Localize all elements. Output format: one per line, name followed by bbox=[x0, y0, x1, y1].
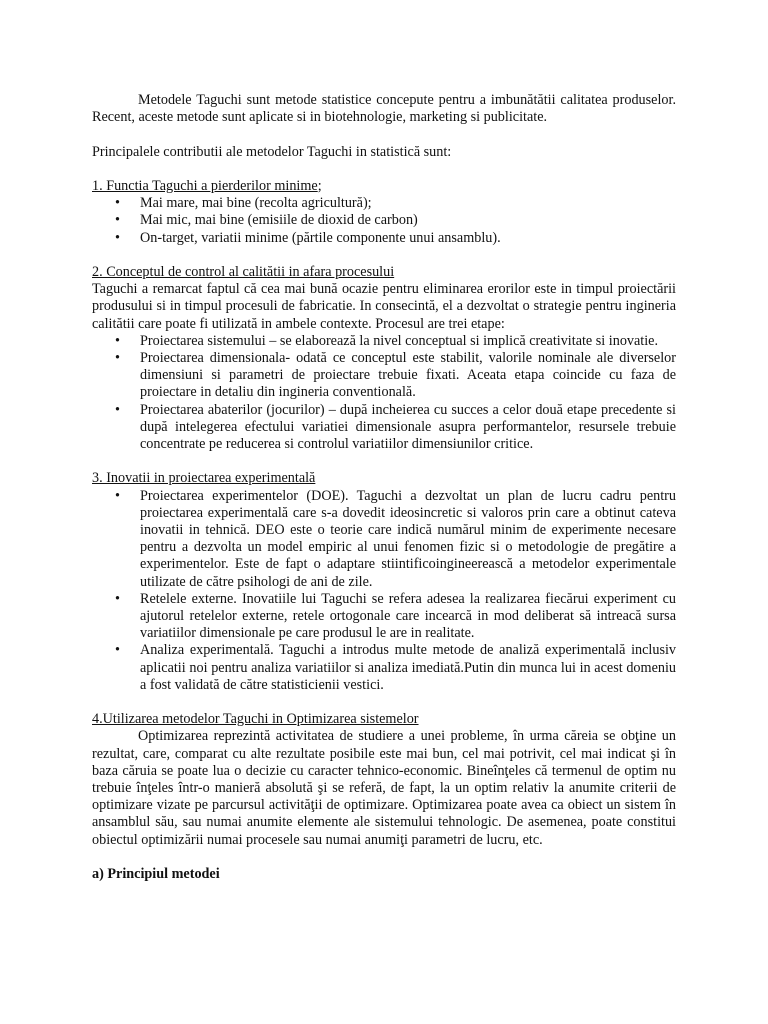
section-4-paragraph: Optimizarea reprezintă activitatea de studiere a unei probleme, în urma căreia se obţine un rezultat, care, comparat cu alte rezultate posibile este mai bun, cel mai potrivit, cel mai indicat şi în baza căruia se poate lua o decizie cu caracter tehnico-economic. Bineînţeles că termenul de optim nu trebuie înţeles într-o manieră absolută şi se referă, de fapt, la un optim relativ la anumite criterii de optimizare vizate pe parcursul activităţii de optimizare. Optimizarea poate avea ca obiect un sistem în ansamblul său, sau numai anumite elemente ale sistemului tehnologic. De asemenea, poate constitui obiectul optimizării numai procesele sau numai anumiţi parametri de lucru, etc. bbox=[92, 728, 676, 848]
section-2-heading bbox=[92, 264, 676, 281]
section-3-list bbox=[92, 488, 676, 694]
section-4-heading-text: 4.Utilizarea metodelor Taguchi in Optimizarea sistemelor bbox=[92, 711, 419, 728]
list-item: • Proiectarea sistemului – se elaborează la nivel conceptual si implică creativitate si inovatie. bbox=[115, 332, 659, 349]
contributions-intro: Principalele contributii ale metodelor Taguchi in statistică sunt: bbox=[92, 143, 452, 160]
section-1-heading-tail: ; bbox=[317, 177, 322, 194]
section-3-heading bbox=[92, 470, 676, 487]
bullet-icon: • bbox=[115, 487, 120, 504]
list-item: • Proiectarea experimentelor (DOE). Taguchi a dezvoltat un plan de lucru cadru pentru proiectarea experimentală care s-a dovedit ideosincretic si valoros prin care a obtinut cateva inovatii in tehnică. DEO este o teorie care indică numărul minim de experimente necesare pentru a dezvolta un model empiric al unui fenomen fizic si o metodologie de pregătire a experimentelor. Este de fapt o adaptare stiintificoingineerească a metodelor experimentale utilizate de către psihologi de ani de zile. bbox=[115, 487, 676, 590]
bullet-icon: • bbox=[115, 195, 120, 212]
section-1-heading-text: 1. Functia Taguchi a pierderilor minime bbox=[92, 177, 318, 194]
list-item: • On-target, variatii minime (părtile componente unui ansamblu). bbox=[115, 229, 501, 246]
list-item: • Proiectarea abaterilor (jocurilor) – după incheierea cu succes a celor două etape precedente si după intelegerea efectului variatiei dimensionale asupra performantelor, resursele trebuie concentrate pe reducerea si controlul variatiilor dimensiunilor critice. bbox=[115, 401, 676, 453]
bullet-icon: • bbox=[115, 212, 120, 229]
list-item: • Mai mare, mai bine (recolta agricultură); bbox=[115, 195, 372, 212]
bullet-icon: • bbox=[115, 401, 120, 418]
section-2-heading-text: 2. Conceptul de control al calitătii in afara procesului bbox=[92, 263, 395, 280]
bullet-icon: • bbox=[115, 229, 120, 246]
section-1-list bbox=[92, 195, 676, 247]
list-item: • Analiza experimentală. Taguchi a introdus multe metode de analiză experimentală inclusiv aplicatii noi pentru analiza variatiilor si analiza imediată.Putin din munca lui in acest domeniu a fost validată de către statisticienii vestici. bbox=[115, 642, 676, 693]
list-item: • Retelele externe. Inovatiile lui Taguchi se refera adesea la realizarea fiecărui experiment cu ajutorul retelelor externe, retele ortogonale care incearcă in mod deliberat să intreacă sursa variatiilor dimensionale pe care produsul le are in realitate. bbox=[115, 590, 676, 642]
bullet-icon: • bbox=[115, 332, 120, 349]
list-item: • Mai mic, mai bine (emisiile de dioxid de carbon) bbox=[115, 212, 418, 229]
section-3-heading-text: 3. Inovatii in proiectarea experimentală bbox=[92, 470, 316, 487]
intro-paragraph: Metodele Taguchi sunt metode statistice concepute pentru a imbunătătii calitatea produselor. Recent, aceste metode sunt aplicate si in biotehnologie, marketing si publicitate. bbox=[92, 92, 676, 126]
section-1-heading bbox=[92, 178, 676, 195]
section-2-list bbox=[92, 333, 676, 453]
section-2-paragraph: Taguchi a remarcat faptul că cea mai bună ocazie pentru eliminarea erorilor este in timpul proiectării produsului si in timpul procesuli de fabricatie. In consecintă, el a dezvoltat o strategie pentru ingineria calitătii care poate fi utilizată in ambele contexte. Procesul are trei etape: bbox=[92, 281, 676, 332]
section-4-heading bbox=[92, 711, 676, 728]
bullet-icon: • bbox=[115, 590, 120, 607]
bullet-icon: • bbox=[115, 642, 120, 659]
bullet-icon: • bbox=[115, 350, 120, 366]
list-item: • Proiectarea dimensionala- odată ce conceptul este stabilit, valorile nominale ale diverselor dimensiuni si parametri de proiectare trebuie fixati. Aceata etapa coincide cu faza de proiectare in detaliu din ingineria conventională. bbox=[115, 350, 676, 401]
subsection-heading: a) Principiul metodei bbox=[92, 866, 220, 883]
